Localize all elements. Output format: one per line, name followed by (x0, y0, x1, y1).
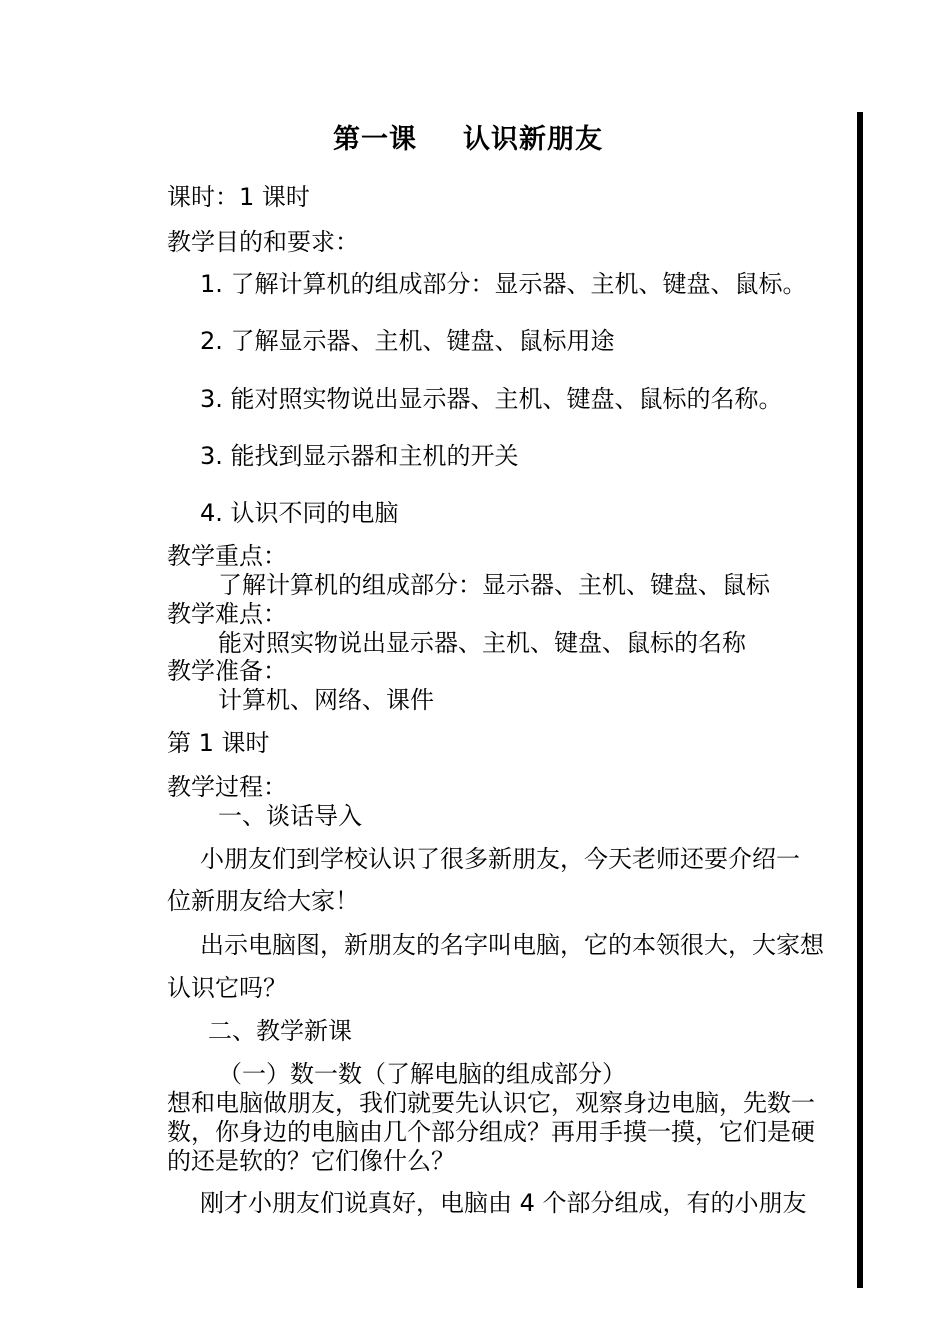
process-heading: 教学过程： (167, 773, 287, 801)
paragraph-line: 认识它吗？ (167, 974, 287, 1002)
session-label: 第 1 课时 (167, 729, 270, 757)
section2-heading: 二、教学新课 (208, 1017, 352, 1045)
difficulties-heading: 教学难点： (167, 600, 287, 628)
key-points-text: 了解计算机的组成部分：显示器、主机、键盘、鼠标 (218, 571, 770, 599)
paragraph-line: 小朋友们到学校认识了很多新朋友，今天老师还要介绍一 (200, 845, 800, 873)
section1-heading: 一、谈话导入 (218, 802, 362, 830)
key-points-heading: 教学重点： (167, 542, 287, 570)
lesson-hours: 课时：1 课时 (167, 183, 310, 211)
lesson-title (333, 125, 603, 155)
objective-item: 4. 认识不同的电脑 (200, 499, 399, 527)
paragraph-line: 位新朋友给大家！ (167, 887, 359, 915)
preparation-text: 计算机、网络、课件 (218, 686, 434, 714)
objective-item: 2. 了解显示器、主机、键盘、鼠标用途 (200, 327, 615, 355)
objective-item: 1. 了解计算机的组成部分：显示器、主机、键盘、鼠标。 (200, 270, 807, 298)
paragraph-line: 数，你身边的电脑由几个部分组成？再用手摸一摸，它们是硬 (167, 1118, 815, 1146)
paragraph-line: 想和电脑做朋友，我们就要先认识它，观察身边电脑，先数一 (167, 1089, 815, 1117)
lesson-title-number: 第一课 (333, 124, 417, 155)
lesson-title-name: 认识新朋友 (463, 124, 603, 155)
paragraph-line: 刚才小朋友们说真好，电脑由 4 个部分组成，有的小朋友 (200, 1189, 807, 1217)
subsection1-heading: （一）数一数（了解电脑的组成部分） (218, 1060, 626, 1088)
paragraph-line: 出示电脑图，新朋友的名字叫电脑，它的本领很大，大家想 (200, 931, 824, 959)
page-margin-bar (857, 112, 863, 1288)
preparation-heading: 教学准备： (167, 657, 287, 685)
objectives-heading: 教学目的和要求： (167, 228, 359, 256)
paragraph-line: 的还是软的？它们像什么？ (167, 1147, 455, 1175)
objective-item: 3. 能对照实物说出显示器、主机、键盘、鼠标的名称。 (200, 385, 783, 413)
objective-item: 3. 能找到显示器和主机的开关 (200, 442, 519, 470)
difficulties-text: 能对照实物说出显示器、主机、键盘、鼠标的名称 (218, 629, 746, 657)
